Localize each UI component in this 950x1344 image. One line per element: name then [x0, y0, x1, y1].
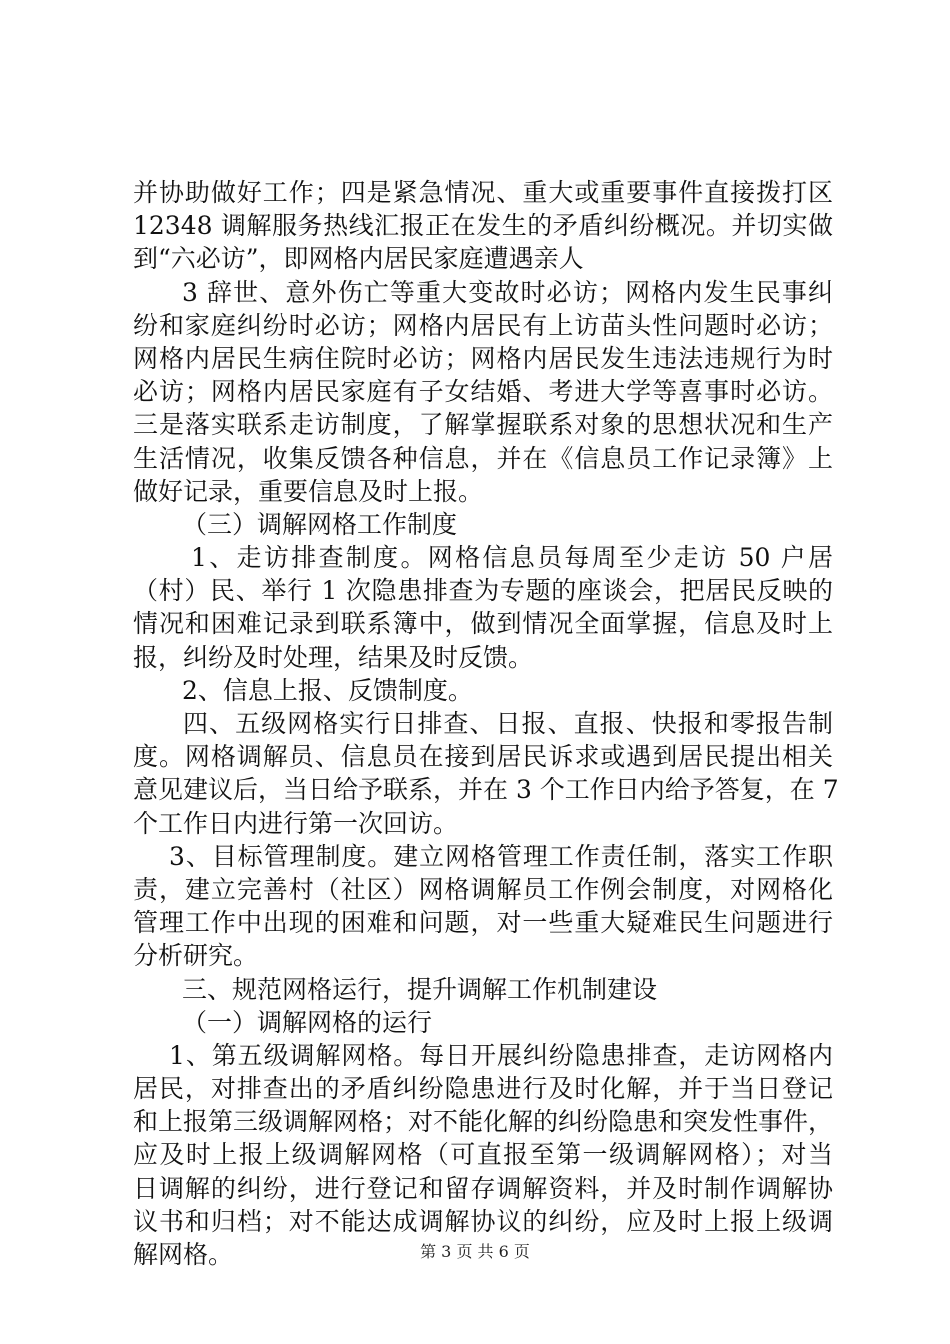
text-line: 四、五级网格实行日排查、日报、直报、快报和零报告制 — [183, 709, 833, 738]
text-line: 网格内居民生病住院时必访；网格内居民发生违法违规行为时 — [133, 343, 833, 373]
text-line: 1、第五级调解网格。每日开展纠纷隐患排查，走访网格内 — [169, 1040, 833, 1070]
text-line: 并协助做好工作；四是紧急情况、重大或重要事件直接拨打区 — [133, 178, 833, 207]
text-line: 居民，对排查出的矛盾纠纷隐患进行及时化解，并于当日登记 — [133, 1074, 833, 1104]
text-line: 应及时上报上级调解网格（可直报至第一级调解网格）；对当 — [133, 1140, 833, 1170]
text-line: 和上报第三级调解网格；对不能化解的纠纷隐患和突发性事件， — [133, 1107, 834, 1137]
text-line: 分析研究。 — [133, 941, 259, 971]
text-line: 12348 调解服务热线汇报正在发生的矛盾纠纷概况。并切实做 — [133, 211, 833, 241]
text-line: 纷和家庭纠纷时必访；网格内居民有上访苗头性问题时必访； — [133, 310, 833, 340]
body-text — [133, 176, 839, 1271]
text-line: 到“六必访”，即网格内居民家庭遭遇亲人 — [133, 244, 584, 274]
text-line: 意见建议后，当日给予联系，并在 3 个工作日内给予答复，在 7 — [133, 775, 839, 805]
text-line: 日调解的纠纷，进行登记和留存调解资料，并及时制作调解协 — [133, 1173, 833, 1203]
text-line: 情况和困难记录到联系簿中，做到情况全面掌握，信息及时上 — [133, 609, 833, 639]
text-line: （村）民、举行 1 次隐患排查为专题的座谈会，把居民反映的 — [133, 576, 833, 606]
text-line: 三是落实联系走访制度，了解掌握联系对象的思想状况和生产 — [133, 410, 833, 440]
text-line: 解网格。 — [133, 1240, 234, 1269]
text-line: 议书和归档；对不能达成调解协议的纠纷，应及时上报上级调 — [133, 1206, 833, 1236]
text-line: 度。网格调解员、信息员在接到居民诉求或遇到居民提出相关 — [133, 742, 833, 772]
text-line: 管理工作中出现的困难和问题，对一些重大疑难民生问题进行 — [133, 908, 833, 938]
text-line: 生活情况，收集反馈各种信息，并在《信息员工作记录簿》上 — [133, 443, 833, 473]
text-line: 个工作日内进行第一次回访。 — [133, 808, 459, 838]
text-line: 2、信息上报、反馈制度。 — [182, 675, 473, 705]
section-heading: 三、规范网格运行，提升调解工作机制建设 — [182, 974, 658, 1004]
text-line: 报，纠纷及时处理，结果及时反馈。 — [133, 642, 534, 672]
text-line: 必访；网格内居民家庭有子女结婚、考进大学等喜事时必访。 — [133, 377, 833, 407]
text-line: 3、目标管理制度。建立网格管理工作责任制，落实工作职 — [169, 841, 833, 871]
section-heading: （三）调解网格工作制度 — [182, 509, 458, 539]
text-line: 做好记录，重要信息及时上报。 — [133, 476, 484, 506]
section-heading: （一）调解网格的运行 — [182, 1007, 433, 1037]
text-line: 3 辞世、意外伤亡等重大变故时必访；网格内发生民事纠 — [182, 277, 833, 307]
text-line: 1、走访排查制度。网格信息员每周至少走访 50 户居 — [191, 543, 833, 573]
page-number: 第 3 页 共 6 页 — [420, 1242, 530, 1261]
text-line: 责，建立完善村（社区）网格调解员工作例会制度，对网格化 — [133, 874, 833, 904]
